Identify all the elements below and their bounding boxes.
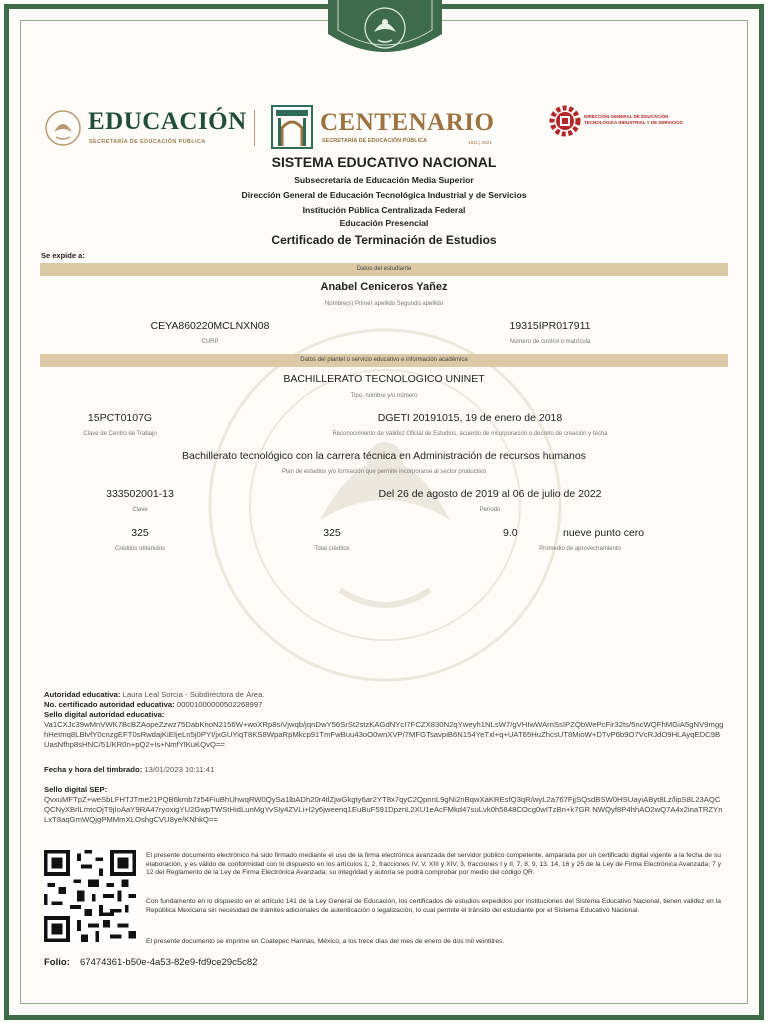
subsecretaria-line: Subsecretaría de Educación Media Superior [294,175,474,185]
school-name: BACHILLERATO TECNOLOGICO UNINET [283,373,485,385]
cct-label: Clave de Centro de Trabajo [83,431,157,437]
sello-sep-block [44,785,724,825]
national-seal-icon [324,0,446,62]
institucion-line: Institución Pública Centralizada Federal [302,205,466,215]
autoridad-label: Autoridad educativa: [44,690,121,699]
educacion-subtitle: SECRETARÍA DE EDUCACIÓN PÚBLICA [89,139,206,145]
centenario-wordmark: CENTENARIO [320,109,495,136]
folio-value: 67474361-b50e-4a53-82e9-fd9ce29c5c82 [80,957,258,968]
folio-label: Folio: [44,957,70,968]
logo-divider [254,110,255,146]
clave-label: Clave [132,507,148,513]
cct-value: 15PCT0107G [87,412,153,424]
sello-sep-value: QvxuMFTpZ+weSbLFHTJTme21PQB6kmb7z54FiuBhUhwqRW0QySa1lbADh20r4tlZjwGkgty6ar2YT8x7qyC2QpnnL9gNi2nBqwXaKREsfQ3qR/wyL2a767FjjSQsdBSW0HSUayiAByt8Lz/lipS8L23AQCQCNyXBrlLmtcOjT9jIoAaY9RA47ryoxigYU2GwpTWStHidLunMgYvSIy4ZVLi+I2y6jweenq1EuBuF591DpznL2XU1eAcFMkd47suLvk0h5848COcg0wITzBn+k7GR NWQyf8P4hhAO2wQ7A4x2inaTRZYnLxT8aqGmWQjgPMMmXLOshgCVU8ye/KNhkQ== [44,795,723,824]
periodo-value: Del 26 de agosto de 2019 al 06 de julio de 2022 [378,488,602,500]
centenario-subtitle: SECRETARÍA DE EDUCACIÓN PÚBLICA [322,138,428,144]
rvoe-label: Reconocimiento de Validez Oficial de Estudios, acuerdo de incorporación o decreto de creación y fecha [332,431,608,437]
promedio-value: 9.0 [503,527,518,539]
fecha-label: Fecha y hora del timbrado: [44,765,143,774]
educacion-wordmark: EDUCACIÓN [88,108,247,135]
se-expide-label: Se expide a: [41,251,85,260]
sello-label: Sello digital autoridad educativa: [44,710,165,719]
dgeti-logo [548,104,698,144]
control-number-label: Número de control o matrícula [509,339,591,345]
legal-paragraph-1: El presente documento electrónico ha sido firmado mediante el uso de la firma electrónica avanzada del servidor público competente, amparada por un certificado digital vigente a la fecha de su elaboración, y es válido de conformidad con lo dispuesto en los artículos 1, 2, fracciones IV, V, XIII y XIV, 3, fracciones I y II, 7, 8, 9, 13, 14, 16 y 25 de la Ley de Firma Electrónica Avanzada; 7 y 12 del Reglamento de la Ley de Firma Electrónica Avanzada; su integridad y autoría se podrá comprobar por medio del código QR. [146,852,721,877]
promedio-words: nueve punto cero [563,527,645,539]
student-name: Anabel Ceniceros Yañez [320,281,448,293]
school-name-label: Tipo, nombre y/o número [350,393,418,399]
centenario-years: 1921 | 2021 [468,140,492,145]
cert-number-label: No. certificado autoridad educativa: [44,700,175,709]
educacion-logo [44,108,247,154]
rvoe-value: DGETI 20191015, 19 de enero de 2018 [377,412,563,424]
curp-label: CURP [201,339,219,345]
fecha-value: 13/01/2023 10:11:41 [144,765,215,774]
curp-value: CEYA860220MCLNXN08 [150,320,270,332]
promedio-label: Promedio de aprovechamiento [539,546,621,552]
legal-paragraph-2: Con fundamento en lo dispuesto en el artículo 141 de la Ley General de Educación, los certificados de estudios expedidos por instituciones del Sistema Educativo Nacional, tienen validez en la República Mexicana sin necesidad de trámites adicionales de autenticación o legalización, lo cual permite el tránsito del estudiante por el Sistema Educativo Nacional. [146,898,721,914]
student-name-label: Nombre(s) Primer apellido Segundo apellido [324,301,444,307]
autoridad-value: Laura Leal Sorcia - Subdirectora de Área. [122,690,265,699]
dgeti-gear-icon [548,104,582,138]
clave-value: 333502001-13 [106,488,174,500]
student-section-bar: Datos del estudiante [40,263,728,276]
plan-value: Bachillerato tecnológico con la carrera técnica en Administración de recursos humanos [182,450,586,462]
creditos-label: Créditos obtenidos [114,546,166,552]
centenario-logo [270,104,500,154]
authority-block [44,690,724,750]
total-creditos-value: 325 [323,527,341,539]
plan-label: Plan de estudios y/o formación que permite incorporarse al sector productivo [281,469,487,475]
system-title: SISTEMA EDUCATIVO NACIONAL [271,154,497,170]
dgeti-text: DIRECCIÓN GENERAL DE EDUCACIÓN TECNOLÓGICA INDUSTRIAL Y DE SERVICIOS [584,114,683,125]
direccion-general-line: Dirección General de Educación Tecnológica Industrial y de Servicios [241,190,527,200]
centenario-arch-icon [270,104,314,150]
total-creditos-label: Total créditos [314,546,350,552]
sello-sep-label: Sello digital SEP: [44,785,108,794]
qr-code[interactable] [44,850,136,942]
legal-paragraph-3: El presente documento se imprime en Coatepec Harinas, México, a los trece días del mes de enero de dos mil veintitres. [146,938,505,945]
sello-value: Va1CXJc39wMnVWK7BcBZAopeZzwz75DabKnoN2156W+woXRp8siVjwqb/jqnDwY56SrSt2stzKAGdNYcI7FCZX830N2qYweyh1NLsW7/gVHIwWArnSsIPZQbWePcFir32ts/5ncWQFhMGiA5gNV9mgghHeImq8LBlvfY0cnzgEFT0sRwdajKiEIjeLn5j0PYI/jxGUYiqT8KS8WpaRpMkcp91TmFwBuu43oO0wnXVP/7MFGTsavpiB6N154YeTxl+q+UAT65HuZhcsUT8MioW+DTvP6b9O7VcRJdO9HLAyqEDC9BUasNfhp8sHNC/51/KR0n+pQ2+Is+NmfYlKuKQvQ== [44,720,724,749]
control-number-value: 19315IPR017911 [509,320,591,332]
modalidad-line: Educación Presencial [339,218,429,228]
school-section-bar: Datos del plantel o servicio educativo e información académica [40,354,728,367]
sep-shield-icon [44,108,82,148]
certificate-title: Certificado de Terminación de Estudios [271,233,497,247]
timbrado-line [44,765,724,775]
cert-number-value: 00001000000502268997 [176,700,263,709]
creditos-value: 325 [131,527,149,539]
periodo-label: Periodo [479,507,501,513]
